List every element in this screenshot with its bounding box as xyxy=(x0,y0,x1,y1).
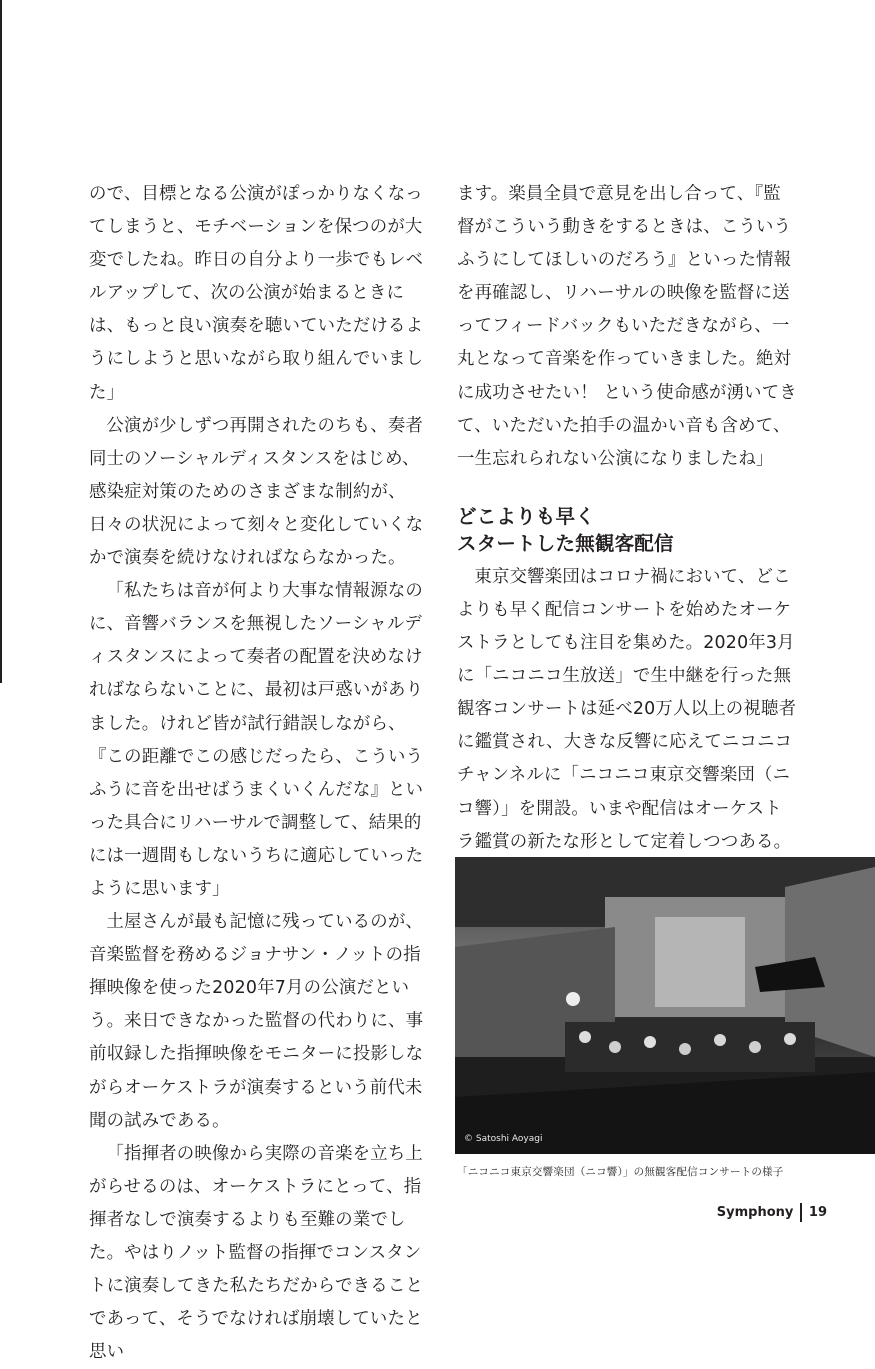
body-paragraph: 公演が少しずつ再開されたのちも、奏者同士のソーシャルディスタンスをはじめ、感染症対策のためのさまざまな制約が、日々の状況によって刻々と変化していくなかで演奏を続けなければならなかった。 xyxy=(89,415,424,569)
body-paragraph: 土屋さんが最も記憶に残っているのが、音楽監督を務めるジョナサン・ノットの指揮映像を使った2020年7月の公演だという。来日できなかった監督の代わりに、事前収録した指揮映像をモニターに投影しながらオーケストラが演奏するという前代未聞の試みである。 xyxy=(89,912,424,1131)
body-paragraph: ます。楽員全員で意見を出し合って、『監督がこういう動きをするときは、こういうふうにしてほしいのだろう』といった情報を再確認し、リハーサルの映像を監督に送ってフィードバックもいただきながら、一丸となって音楽を作っていきました。絶対に成功させたい！ という使命感が湧いてきて、いただいた拍手の温かい音も含めて、一生忘れられない公演になりましたね」 xyxy=(457,184,797,469)
photo-credit: © Satoshi Aoyagi xyxy=(464,1134,543,1144)
concert-photo xyxy=(455,857,875,1154)
body-paragraph: ので、目標となる公演がぽっかりなくなってしまうと、モチベーションを保つのが大変でしたね。昨日の自分より一歩でもレベルアップして、次の公演が始まるときには、もっと良い演奏を聴いていただけるようにしようと思いながら取り組んでいました」 xyxy=(89,184,424,403)
section-heading xyxy=(457,503,797,557)
section-heading-line-2: スタートした無観客配信 xyxy=(457,531,674,555)
left-text-column xyxy=(89,178,429,1369)
body-paragraph: 東京交響楽団はコロナ禍において、どこよりも早く配信コンサートを始めたオーケストラとしても注目を集めた。2020年3月に「ニコニコ生放送」で生中継を行った無観客コンサートは延べ20万人以上の視聴者に鑑賞され、大きな反響に応えてニコニコチャンネルに「ニコニコ東京交響楽団（ニコ響）」を開設。いまや配信はオーケストラ鑑賞の新たな形として定着しつつある。 xyxy=(457,566,797,852)
magazine-name: Symphony xyxy=(716,1205,794,1220)
left-edge-rule xyxy=(0,0,2,683)
body-paragraph: 「指揮者の映像から実際の音楽を立ち上がらせるのは、オーケストラにとって、指揮者なしで演奏するよりも至難の業でした。やはりノット監督の指揮でコンスタントに演奏してきた私たちだからできることであって、そうでなければ崩壊していたと思い xyxy=(89,1143,424,1363)
page-footer xyxy=(717,1203,827,1222)
body-paragraph: 「私たちは音が何より大事な情報源なのに、音響バランスを無視したソーシャルディスタンスによって奏者の配置を決めなければならないことに、最初は戸惑いがありました。けれど皆が試行錯誤しながら、『この距離でこの感じだったら、こういうふうに音を出せばうまくいくんだな』といった具合にリハーサルで調整して、結果的には一週間もしないうちに適応していったように思います」 xyxy=(89,581,424,899)
concert-hall-illustration xyxy=(455,857,875,1154)
right-text-column xyxy=(457,178,797,859)
section-heading-line-1: どこよりも早く xyxy=(457,504,595,528)
footer-separator xyxy=(800,1203,802,1222)
page-number: 19 xyxy=(808,1205,827,1220)
photo-caption: 「ニコニコ東京交響楽団（ニコ響）」の無観客配信コンサートの様子 xyxy=(457,1166,784,1178)
